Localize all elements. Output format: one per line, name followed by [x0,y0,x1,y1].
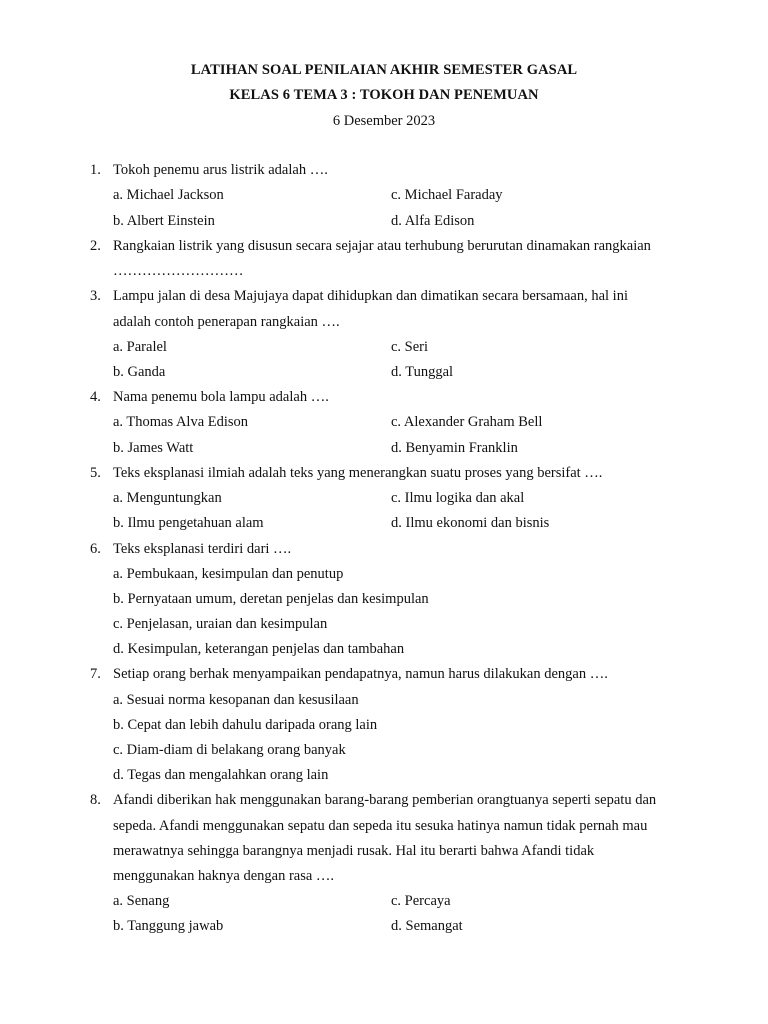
question-text: Tokoh penemu arus listrik adalah …. [113,162,328,178]
exam-subtitle: KELAS 6 TEMA 3 : TOKOH DAN PENEMUAN [229,87,539,103]
question-text: Setiap orang berhak menyampaikan pendapatnya, namun harus dilakukan dengan …. [113,666,608,682]
option-b: b. Cepat dan lebih dahulu daripada orang lain [113,717,378,733]
option-a: a. Paralel [113,339,167,355]
question-text-continued: adalah contoh penerapan rangkaian …. [113,314,340,330]
option-d: d. Semangat [391,918,463,934]
question-number: 6. [90,541,101,557]
question-number: 4. [90,389,101,405]
option-a: a. Thomas Alva Edison [113,414,249,430]
answer-blank: ……………………… [113,263,244,279]
option-c: c. Alexander Graham Bell [391,414,543,430]
option-d: d. Benyamin Franklin [391,440,518,456]
option-c: c. Penjelasan, uraian dan kesimpulan [113,616,328,632]
option-d: d. Alfa Edison [391,213,475,229]
question-number: 2. [90,238,101,254]
option-b: b. Pernyataan umum, deretan penjelas dan kesimpulan [113,591,429,607]
option-d: d. Kesimpulan, keterangan penjelas dan tambahan [113,641,405,657]
option-c: c. Diam-diam di belakang orang banyak [113,742,346,758]
question-text: Rangkaian listrik yang disusun secara sejajar atau terhubung berurutan dinamakan rangkaian [113,238,651,254]
option-a: a. Michael Jackson [113,187,224,203]
question-text: Nama penemu bola lampu adalah …. [113,389,329,405]
option-b: b. Ganda [113,364,166,380]
question-text: Lampu jalan di desa Majujaya dapat dihidupkan dan dimatikan secara bersamaan, hal ini [113,288,628,304]
option-c: c. Michael Faraday [391,187,503,203]
question-text: Teks eksplanasi terdiri dari …. [113,541,292,557]
option-d: d. Ilmu ekonomi dan bisnis [391,515,550,531]
question-number: 7. [90,666,101,682]
question-text-continued: sepeda. Afandi menggunakan sepatu dan sepeda itu sesuka hatinya namun tidak pernah mau [113,818,648,834]
exam-title: LATIHAN SOAL PENILAIAN AKHIR SEMESTER GASAL [190,62,578,78]
question-number: 5. [90,465,101,481]
option-a: a. Senang [113,893,170,909]
question-number: 8. [90,792,101,808]
option-c: c. Seri [391,339,429,355]
option-b: b. Tanggung jawab [113,918,224,934]
option-b: b. Albert Einstein [113,213,215,229]
question-text: Afandi diberikan hak menggunakan barang-barang pemberian orangtuanya seperti sepatu dan [113,792,657,808]
option-a: a. Menguntungkan [113,490,222,506]
question-text-continued: menggunakan haknya dengan rasa …. [113,868,335,884]
option-c: c. Percaya [391,893,451,909]
question-text: Teks eksplanasi ilmiah adalah teks yang menerangkan suatu proses yang bersifat …. [113,465,603,481]
option-a: a. Pembukaan, kesimpulan dan penutup [113,566,344,582]
question-text-continued: merawatnya sehingga barangnya menjadi rusak. Hal itu berarti bahwa Afandi tidak [113,843,595,859]
exam-date: 6 Desember 2023 [332,113,436,129]
option-a: a. Sesuai norma kesopanan dan kesusilaan [113,692,359,708]
option-c: c. Ilmu logika dan akal [391,490,525,506]
question-number: 3. [90,288,101,304]
option-b: b. James Watt [113,440,194,456]
option-d: d. Tegas dan mengalahkan orang lain [113,767,329,783]
question-number: 1. [90,162,101,178]
option-b: b. Ilmu pengetahuan alam [113,515,264,531]
option-d: d. Tunggal [391,364,454,380]
